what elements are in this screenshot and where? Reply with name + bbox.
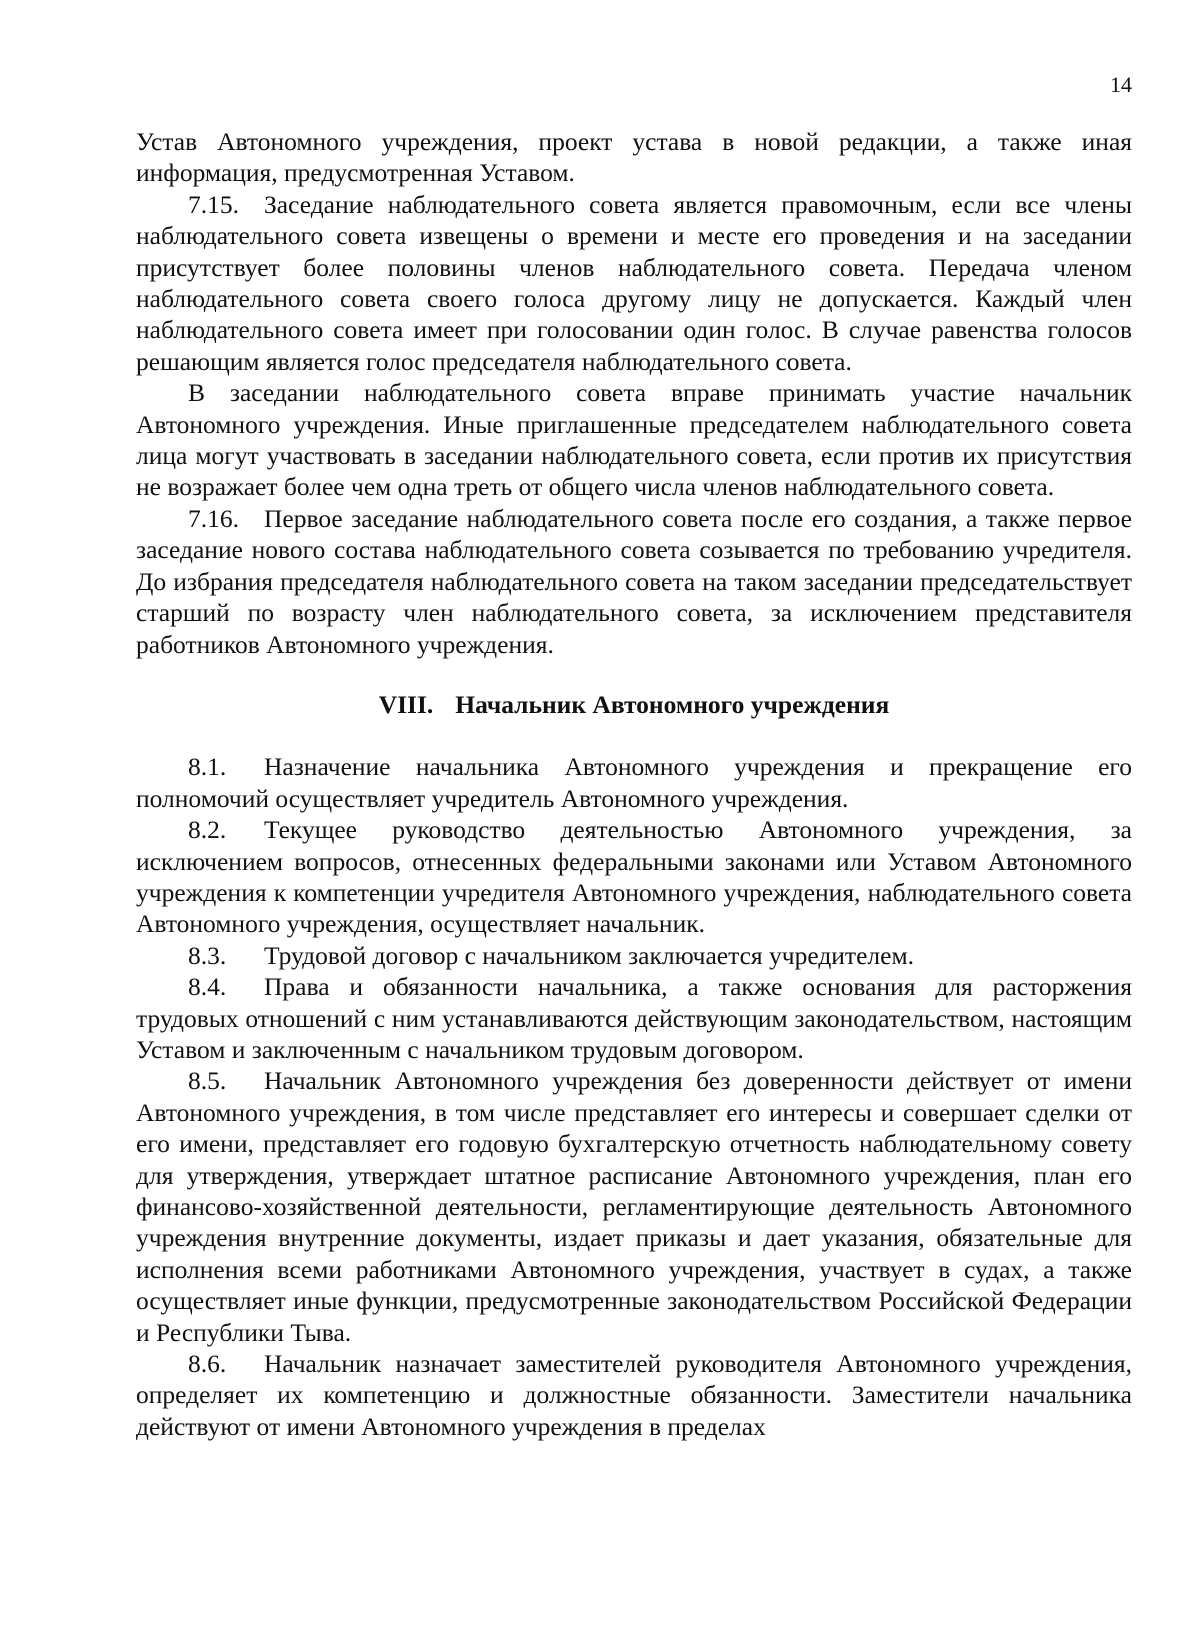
clause-number: 8.1. [188, 752, 227, 782]
clause-number: 8.5. [188, 1066, 227, 1096]
paragraph [136, 971, 1132, 1065]
section-7-continuation [136, 126, 1132, 660]
section-heading [136, 689, 1132, 720]
paragraph-text: Текущее руководство деятельностью Автономного учреждения, за исключением вопросов, отнесенных федеральными законами или Уставом Автономного учреждения к компетенции учредителя Автономного учреждения, наблюдательного совета Автономного учреждения, осуществляет начальник. [136, 815, 1132, 939]
paragraph-text: Начальник Автономного учреждения без доверенности действует от имени Автономного учреждения, в том числе представляет его интересы и совершает сделки от его имени, представляет его годовую бухгалтерскую отчетность наблюдательному совету для утверждения, утверждает штатное расписание Автономного учреждения, план его финансово-хозяйственной деятельности, регламентирующие деятельность Автономного учреждения внутренние документы, издает приказы и дает указания, обязательные для исполнения всеми работниками Автономного учреждения, участвует в судах, а также осуществляет иные функции, предусмотренные законодательством Российской Федерации и Республики Тыва. [136, 1066, 1132, 1347]
document-body [136, 126, 1132, 1442]
paragraph [136, 1348, 1132, 1442]
paragraph [136, 503, 1132, 660]
clause-number: 7.15. [188, 189, 239, 219]
section-heading-number: VIII. [378, 689, 434, 719]
paragraph-text: Начальник назначает заместителей руководителя Автономного учреждения, определяет их компетенцию и должностные обязанности. Заместители начальника действуют от имени Автономного учреждения в пределах [136, 1349, 1132, 1441]
paragraph-text: Трудовой договор с начальником заключается учредителем. [264, 940, 914, 970]
paragraph [136, 1065, 1132, 1348]
clause-number: 8.4. [188, 972, 227, 1002]
paragraph-text: Назначение начальника Автономного учреждения и прекращение его полномочий осуществляет учредитель Автономного учреждения. [136, 752, 1132, 813]
paragraph-text: В заседании наблюдательного совета вправе принимать участие начальник Автономного учреждения. Иные приглашенные председателем наблюдательного совета лица могут участвовать в заседании наблюдательного совета, если против их присутствия не возражает более чем одна треть от общего числа членов наблюдательного совета. [136, 378, 1132, 502]
paragraph-text: Права и обязанности начальника, а также основания для расторжения трудовых отношений с ним устанавливаются действующим законодательством, настоящим Уставом и заключенным с начальником трудовым договором. [136, 972, 1132, 1064]
paragraph [136, 940, 1132, 971]
paragraph [136, 189, 1132, 377]
paragraph-text: Заседание наблюдательного совета является правомочным, если все члены наблюдательного совета извещены о времени и месте его проведения и на заседании присутствует более половины членов наблюдательного совета. Передача членом наблюдательного совета своего голоса другому лицу не допускается. Каждый член наблюдательного совета имеет при голосовании один голос. В случае равенства голосов решающим является голос председателя наблюдательного совета. [136, 189, 1132, 376]
section-heading-title: Начальник Автономного учреждения [455, 689, 890, 719]
page-number: 14 [1110, 72, 1132, 97]
clause-number: 7.16. [188, 503, 239, 533]
clause-number: 8.2. [188, 815, 227, 845]
paragraph [136, 126, 1132, 189]
section-8-body [136, 751, 1132, 1442]
clause-number: 8.3. [188, 940, 227, 970]
paragraph-text: Устав Автономного учреждения, проект устава в новой редакции, а также иная информация, предусмотренная Уставом. [136, 127, 1132, 188]
paragraph-text: Первое заседание наблюдательного совета после его создания, а также первое заседание нового состава наблюдательного совета созывается по требованию учредителя. До избрания председателя наблюдательного совета на таком заседании председательствует старший по возрасту член наблюдательного совета, за исключением представителя работников Автономного учреждения. [136, 503, 1132, 659]
clause-number: 8.6. [188, 1349, 227, 1379]
paragraph [136, 751, 1132, 814]
paragraph [136, 377, 1132, 503]
paragraph [136, 814, 1132, 940]
